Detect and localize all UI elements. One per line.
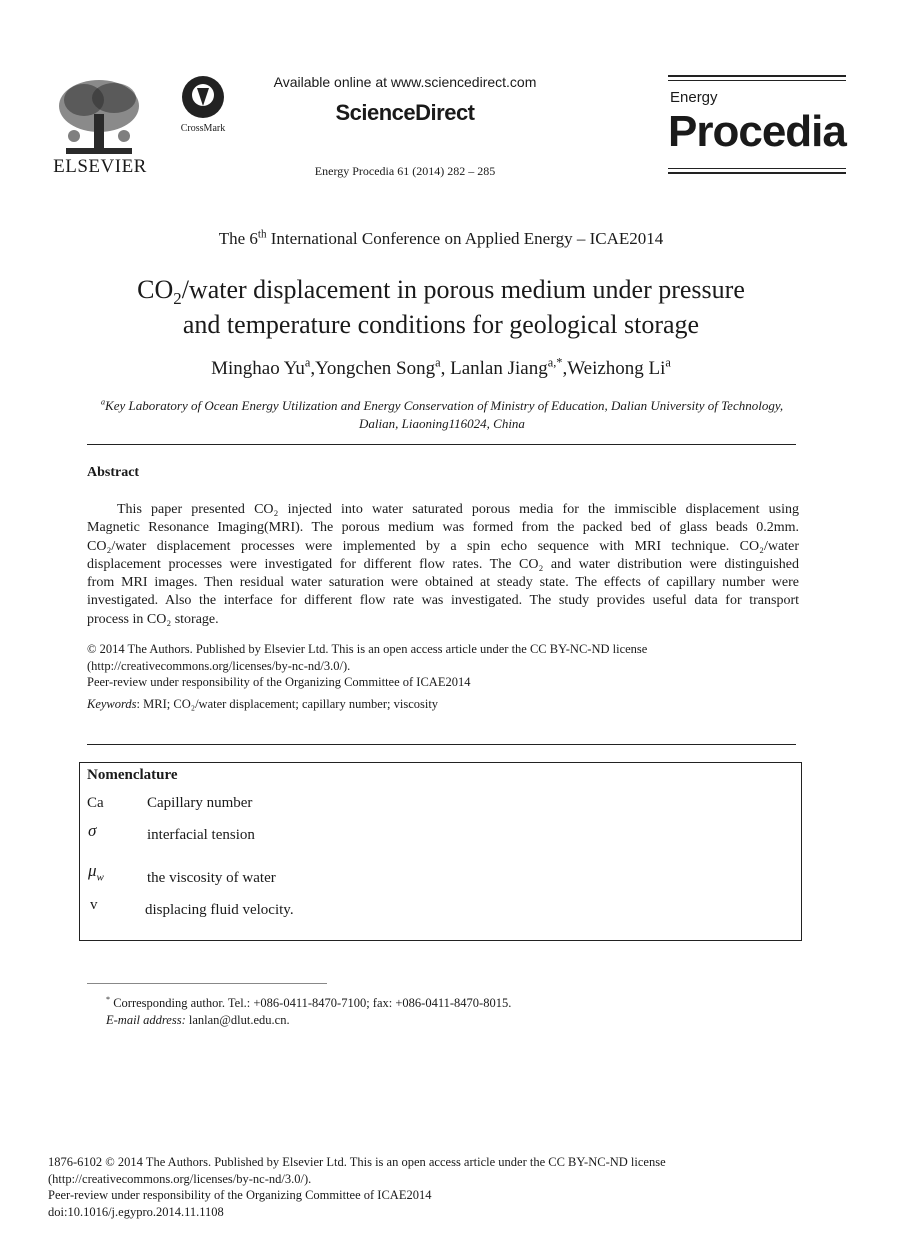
elsevier-wordmark: ELSEVIER: [53, 156, 147, 177]
title-rest: /water displacement in porous medium under pressure: [181, 275, 745, 304]
divider-bottom: [87, 744, 796, 745]
nomenclature-symbol: Ca: [87, 795, 104, 811]
footnote-line: [106, 995, 511, 1012]
logo-rule-top: [668, 75, 846, 77]
title-co: CO: [137, 275, 174, 304]
footer-line: Peer-review under responsibility of the Organizing Committee of ICAE2014: [48, 1188, 432, 1202]
conference-name: [0, 229, 882, 249]
author-sep: ,: [440, 358, 451, 379]
email-label: E-mail address:: [106, 1013, 186, 1027]
license-line: Peer-review under responsibility of the Organizing Committee of ICAE2014: [87, 675, 471, 689]
page-footer: [48, 1154, 868, 1220]
nomenclature-box: [79, 762, 802, 941]
footnote-rule: [87, 983, 327, 984]
conference-suffix: International Conference on Applied Energy – ICAE2014: [266, 229, 664, 248]
footnote-email-line: [106, 1012, 511, 1029]
affiliation-mark: a: [100, 396, 106, 407]
nomenclature-desc: the viscosity of water: [147, 870, 276, 886]
footnote-mark: *: [106, 994, 111, 1004]
crossmark-logo[interactable]: [176, 74, 230, 134]
title-line-1: [0, 272, 882, 307]
affiliation-line-2: Dalian, Liaoning116024, China: [359, 416, 525, 431]
logo-procedia-text: Procedia: [668, 107, 846, 156]
affiliation-line-1: [86, 397, 798, 415]
conference-sup: th: [257, 228, 267, 241]
abstract-line: from MRI images. Then residual water saturation were obtained at steady state. The effects of capillary number were: [87, 575, 799, 591]
abstract-body: [87, 501, 799, 629]
footnote-text: Corresponding author. Tel.: +086-0411-8470-7100; fax: +086-0411-8470-8015.: [110, 996, 512, 1010]
logo-rule-bottom: [668, 172, 846, 174]
author-aff: a: [304, 355, 311, 370]
license-link[interactable]: (http://creativecommons.org/licenses/by-nc-nd/3.0/).: [87, 658, 351, 673]
abstract-line: Magnetic Resonance Imaging(MRI). The porous medium was formed from the packed bed of glass beads 0.2mm.: [87, 520, 799, 536]
footer-link[interactable]: (http://creativecommons.org/licenses/by-nc-nd/3.0/).: [48, 1171, 312, 1186]
elsevier-tree-icon: [54, 76, 144, 158]
conference-prefix: The 6: [218, 229, 258, 248]
email-address[interactable]: lanlan@dlut.edu.cn.: [185, 1013, 290, 1027]
footer-doi[interactable]: doi:10.1016/j.egypro.2014.11.1108: [48, 1204, 224, 1219]
abstract-line: investigated. Also the interface for different flow rate was investigated. The study provides useful data for transport: [87, 593, 799, 609]
keywords-text: : MRI; CO₂/water displacement; capillary number; viscosity: [136, 697, 439, 711]
author-name[interactable]: Lanlan Jiang: [450, 358, 548, 379]
divider-top: [87, 444, 796, 445]
author-sep: ,: [310, 358, 316, 379]
mu-subscript: w: [96, 871, 104, 884]
title-line-2: and temperature conditions for geological storage: [182, 310, 700, 339]
crossmark-icon: [176, 74, 230, 120]
abstract-heading: Abstract: [87, 465, 140, 480]
nomenclature-heading: Nomenclature: [87, 767, 178, 783]
affiliation: [86, 397, 798, 433]
sciencedirect-brand: ScienceDirect: [335, 100, 475, 125]
author-list: [0, 355, 882, 380]
affiliation-text-1: Key Laboratory of Ocean Energy Utilization and Energy Conservation of Ministry of Education, Dalian University of Technology,: [105, 398, 784, 413]
author-aff: a: [435, 355, 441, 370]
keywords: [87, 697, 438, 712]
keywords-label: Keywords: [87, 697, 137, 711]
nomenclature-symbol: [88, 861, 104, 884]
paper-title: [0, 272, 882, 342]
abstract-line: CO₂/water displacement processes were implemented by a spin echo sequence with MRI technique. CO₂/water: [87, 538, 799, 554]
logo-energy-text: Energy: [670, 89, 718, 106]
author-name[interactable]: Yongchen Song: [315, 358, 436, 379]
crossmark-label: CrossMark: [180, 123, 226, 134]
energy-procedia-logo: [668, 72, 846, 178]
author-aff: a: [665, 355, 671, 370]
abstract-line: process in CO₂ storage.: [87, 611, 219, 627]
license-block: [87, 641, 799, 691]
nomenclature-symbol: v: [90, 897, 98, 913]
nomenclature-desc: displacing fluid velocity.: [145, 902, 294, 918]
footnote: [106, 995, 511, 1029]
author-name[interactable]: Minghao Yu: [211, 358, 305, 379]
nomenclature-symbol: σ: [88, 821, 97, 840]
title-sub: 2: [173, 289, 182, 309]
abstract-line: displacement processes were investigated for different flow rates. The CO₂ and water distribution were distinguished: [87, 556, 799, 572]
footer-line: 1876-6102 © 2014 The Authors. Published by Elsevier Ltd. This is an open access article under the CC BY-NC-ND license: [48, 1155, 666, 1169]
nomenclature-desc: interfacial tension: [147, 827, 255, 843]
logo-rule-bottom-thin: [668, 168, 846, 169]
license-line: © 2014 The Authors. Published by Elsevier Ltd. This is an open access article under the CC BY-NC-ND license: [87, 642, 648, 656]
journal-reference: Energy Procedia 61 (2014) 282 – 285: [314, 164, 496, 178]
author-name[interactable]: Weizhong Li: [567, 358, 666, 379]
nomenclature-desc: Capillary number: [147, 795, 253, 811]
mu-symbol: μ: [88, 861, 97, 880]
author-aff: a,*: [547, 355, 563, 370]
available-online-text: Available online at www.sciencedirect.com: [273, 74, 537, 90]
logo-rule-top-thin: [668, 80, 846, 81]
author-sep: ,: [562, 358, 568, 379]
abstract-line: This paper presented CO₂ injected into water saturated porous media for the immiscible displacement using: [117, 502, 799, 517]
